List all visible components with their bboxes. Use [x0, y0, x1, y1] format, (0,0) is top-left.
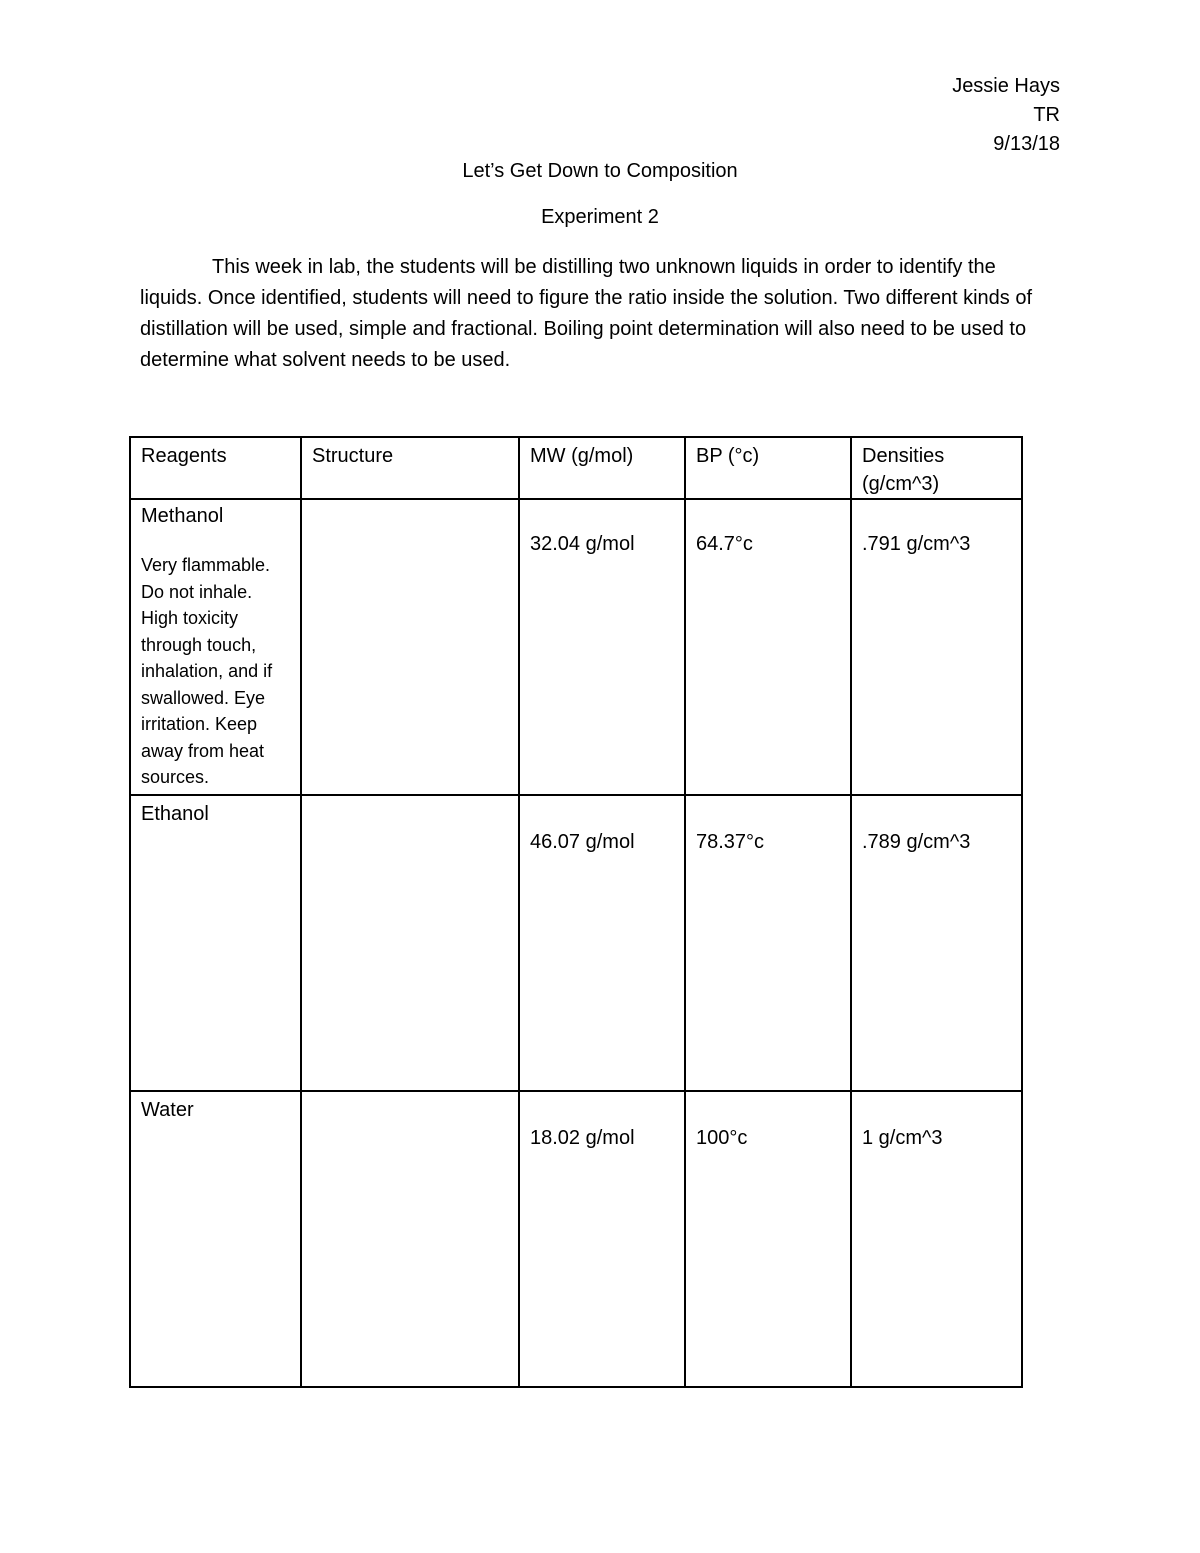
cell-bp-water: [685, 1091, 851, 1387]
cell-mw-methanol: [519, 499, 685, 795]
density-value: .791 g/cm^3: [862, 533, 971, 555]
cell-reagent-ethanol: [130, 795, 301, 1091]
reagent-name: Methanol: [141, 505, 224, 527]
document-subtitle: Experiment 2: [541, 206, 659, 228]
header-mw: MW (g/mol): [530, 445, 634, 467]
section-code: TR: [1033, 104, 1060, 126]
bp-value: 100°c: [696, 1127, 748, 1149]
author-name: Jessie Hays: [952, 75, 1060, 97]
document-title: Let’s Get Down to Composition: [462, 160, 738, 182]
header-densities: Densities (g/cm^3): [862, 445, 945, 495]
header-cell-densities: [851, 437, 1022, 499]
table-row: [130, 499, 1022, 795]
bp-value: 78.37°c: [696, 831, 765, 853]
reagent-name: Ethanol: [141, 803, 209, 825]
header-cell-bp: [685, 437, 851, 499]
cell-bp-methanol: [685, 499, 851, 795]
mw-value: 18.02 g/mol: [530, 1127, 635, 1149]
cell-structure-water: [301, 1091, 519, 1387]
cell-density-methanol: [851, 499, 1022, 795]
header-block: [952, 72, 1060, 159]
cell-density-ethanol: [851, 795, 1022, 1091]
header-cell-structure: [301, 437, 519, 499]
header-cell-reagents: [130, 437, 301, 499]
table-row: [130, 795, 1022, 1091]
cell-structure-ethanol: [301, 795, 519, 1091]
cell-bp-ethanol: [685, 795, 851, 1091]
table-row: [130, 1091, 1022, 1387]
reagents-table: [129, 436, 1023, 1388]
header-reagents: Reagents: [141, 445, 227, 467]
header-cell-mw: [519, 437, 685, 499]
cell-reagent-methanol: [130, 499, 301, 795]
header-bp: BP (°c): [696, 445, 760, 467]
cell-mw-ethanol: [519, 795, 685, 1091]
cell-reagent-water: [130, 1091, 301, 1387]
mw-value: 32.04 g/mol: [530, 533, 635, 555]
reagent-hazards: Very flammable. Do not inhale. High toxicity through touch, inhalation, and if swallowed. Eye irritation. Keep away from heat sources.: [141, 555, 273, 787]
density-value: 1 g/cm^3: [862, 1127, 943, 1149]
bp-value: 64.7°c: [696, 533, 753, 555]
cell-density-water: [851, 1091, 1022, 1387]
density-value: .789 g/cm^3: [862, 831, 971, 853]
table-header-row: [130, 437, 1022, 499]
mw-value: 46.07 g/mol: [530, 831, 635, 853]
cell-structure-methanol: [301, 499, 519, 795]
reagent-name: Water: [141, 1099, 194, 1121]
document-date: 9/13/18: [993, 133, 1060, 155]
intro-paragraph: This week in lab, the students will be distilling two unknown liquids in order to identify the liquids. Once identified, students will need to figure the ratio inside the solution. Two different kinds of distillation will be used, simple and fractional. Boiling point determination will also need to be used to determine what solvent needs to be used.: [140, 256, 1033, 371]
header-structure: Structure: [312, 445, 394, 467]
cell-mw-water: [519, 1091, 685, 1387]
